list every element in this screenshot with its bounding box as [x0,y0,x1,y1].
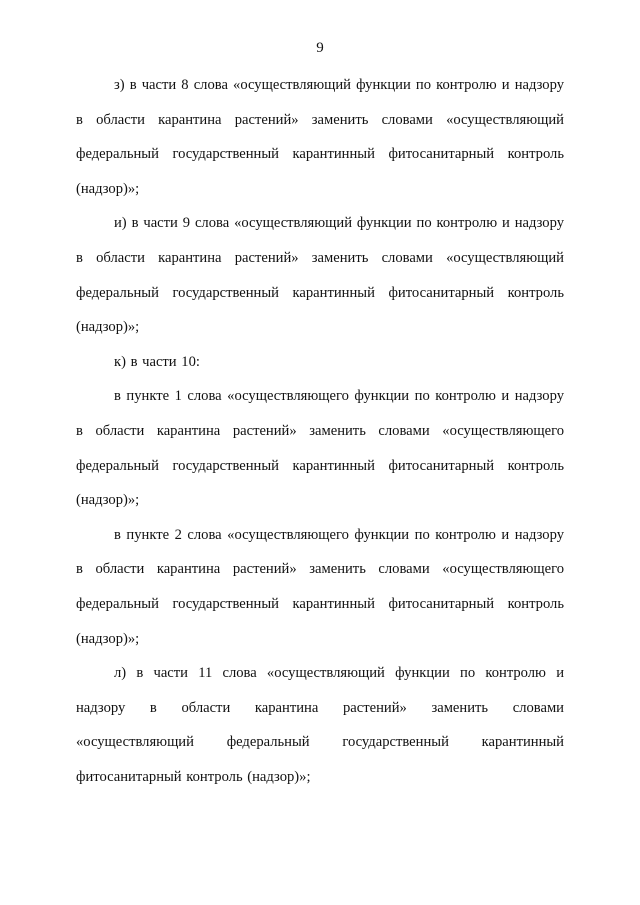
document-body [76,68,564,794]
page-number: 9 [316,40,324,56]
paragraph-l: л) в части 11 слова «осуществляющий функции по контролю и надзору в области карантина растений» заменить словами «осуществляющий федеральный государственный карантинный фитосанитарный контроль (надзор)»; [76,665,564,785]
paragraph-k-item-1: в пункте 1 слова «осуществляющего функции по контролю и надзору в области карантина растений» заменить словами «осуществляющего федеральный государственный карантинный фитосанитарный контроль (надзор)»; [76,388,564,509]
paragraph-z: з) в части 8 слова «осуществляющий функции по контролю и надзору в области карантина растений» заменить словами «осуществляющий федеральный государственный карантинный фитосанитарный контроль (надзор)»; [76,77,564,197]
paragraph-k-item-2: в пункте 2 слова «осуществляющего функции по контролю и надзору в области карантина растений» заменить словами «осуществляющего федеральный государственный карантинный фитосанитарный контроль (надзор)»; [76,526,564,647]
paragraph-i: и) в части 9 слова «осуществляющий функции по контролю и надзору в области карантина растений» заменить словами «осуществляющий федеральный государственный карантинный фитосанитарный контроль (надзор)»; [76,215,564,336]
paragraph-k: к) в части 10: [114,353,200,370]
